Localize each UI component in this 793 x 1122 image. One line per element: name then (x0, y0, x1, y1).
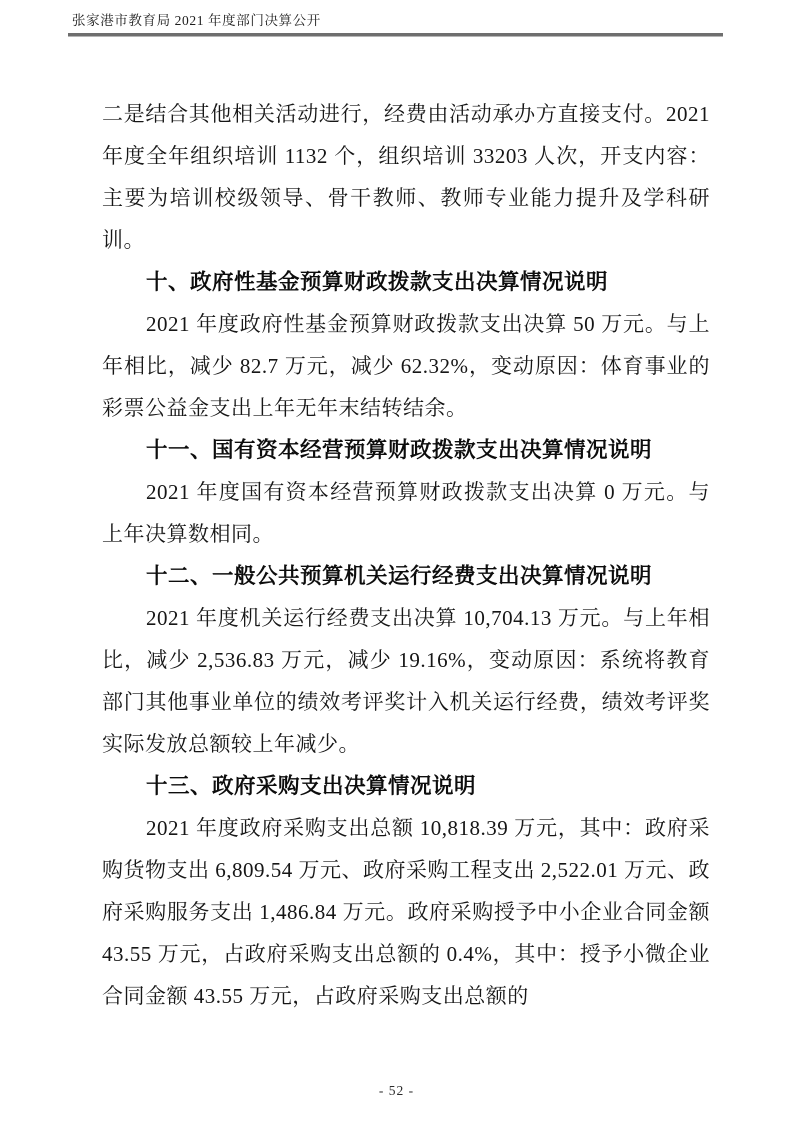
body-paragraph: 2021 年度机关运行经费支出决算 10,704.13 万元。与上年相比，减少 2,536.83 万元，减少 19.16%，变动原因：系统将教育部门其他事业单位的绩效考评奖计入机关运行经费，绩效考评奖实际发放总额较上年减少。 (102, 606, 710, 756)
body-paragraph: 2021 年度政府采购支出总额 10,818.39 万元，其中：政府采购货物支出 6,809.54 万元、政府采购工程支出 2,522.01 万元、政府采购服务支出 1,486.84 万元。政府采购授予中小企业合同金额 43.55 万元，占政府采购支出总额的 0.4%，其中：授予小微企业合同金额 43.55 万元，占政府采购支出总额的 (102, 816, 710, 1008)
body-paragraph: 2021 年度国有资本经营预算财政拨款支出决算 0 万元。与上年决算数相同。 (102, 480, 710, 546)
header-title: 张家港市教育局 2021 年度部门决算公开 (72, 13, 321, 28)
body-paragraph: 二是结合其他相关活动进行，经费由活动承办方直接支付。2021 年度全年组织培训 1132 个，组织培训 33203 人次，开支内容：主要为培训校级领导、骨干教师、教师专业能力提升及学科研训。 (102, 102, 710, 252)
document-body (102, 93, 710, 1017)
header-rule (68, 33, 723, 37)
section-heading: 十二、一般公共预算机关运行经费支出决算情况说明 (146, 564, 653, 588)
body-paragraph: 2021 年度政府性基金预算财政拨款支出决算 50 万元。与上年相比，减少 82.7 万元，减少 62.32%，变动原因：体育事业的彩票公益金支出上年无年末结转结余。 (102, 312, 710, 420)
page-footer (0, 1082, 793, 1100)
section-heading: 十、政府性基金预算财政拨款支出决算情况说明 (146, 270, 609, 294)
section-heading: 十一、国有资本经营预算财政拨款支出决算情况说明 (146, 438, 653, 462)
page-header (68, 12, 723, 37)
page-number: - 52 - (378, 1083, 415, 1098)
section-heading: 十三、政府采购支出决算情况说明 (146, 774, 477, 798)
